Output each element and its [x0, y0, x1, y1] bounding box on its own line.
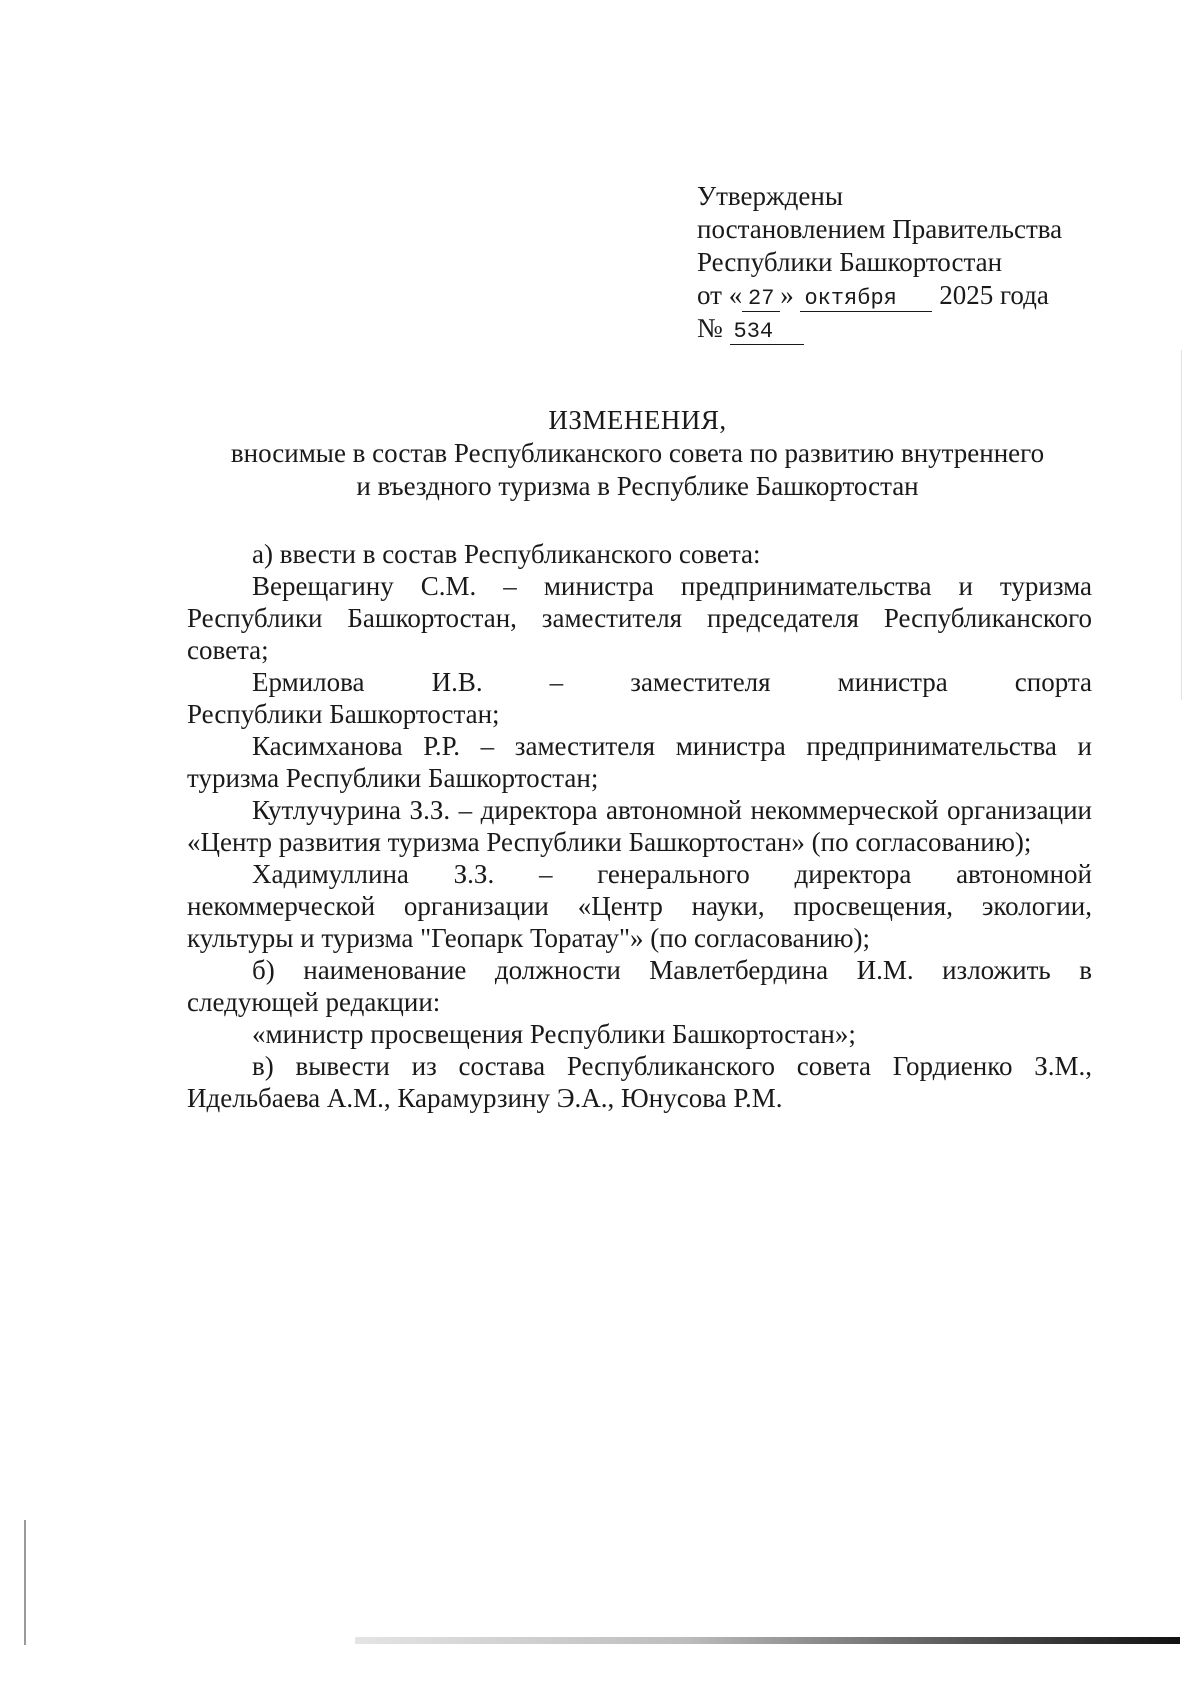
approval-line-republic: Республики Башкортостан	[697, 247, 1003, 277]
member-khadimullin: Хадимуллина З.З. – генерального директора автономной некоммерческой организации «Центр науки, просвещения, экологии, культуры и туризма "Геопарк Торатау"» (по согласованию);	[187, 859, 1092, 953]
item-v: в) вывести из состава Республиканского совета Гордиенко З.М., Идельбаева А.М., Карамурзину Э.А., Юнусова Р.М.	[187, 1051, 1092, 1113]
member-vereshchagina: Верещагину С.М. – министра предпринимательства и туризма Республики Башкортостан, заместителя председателя Республиканского совета;	[187, 571, 1092, 665]
member-ermilov-line1: Ермилова И.В. – заместителя министра спорта	[252, 667, 1092, 697]
member-ermilov-line2: Республики Башкортостан;	[187, 699, 500, 729]
member-kasimkhanov: Касимханова Р.Р. – заместителя министра предпринимательства и туризма Республики Башкортостан;	[187, 731, 1092, 793]
document-subtitle-line1: вносимые в состав Республиканского совета по развитию внутреннего	[230, 438, 1045, 468]
approval-line-approved: Утверждены	[697, 181, 843, 211]
approval-block	[697, 180, 1062, 345]
document-heading	[185, 404, 1090, 503]
date-mid: »	[780, 280, 794, 310]
member-kutluchurin: Кутлучурина З.З. – директора автономной некоммерческой организации «Центр развития туризма Республики Башкортостан» (по согласованию);	[187, 795, 1092, 857]
scan-edge-artifact	[1181, 350, 1182, 700]
date-year: 2025 года	[939, 280, 1049, 310]
item-b-quote: «министр просвещения Республики Башкортостан»;	[252, 1019, 856, 1049]
approval-date-line	[697, 279, 1062, 312]
item-a-intro: а) ввести в состав Республиканского совета:	[252, 539, 761, 569]
date-prefix: от «	[697, 280, 743, 310]
item-b: б) наименование должности Мавлетбердина И.М. изложить в следующей редакции:	[187, 955, 1092, 1017]
document-subtitle-line2: и въездного туризма в Республике Башкортостан	[356, 471, 919, 501]
date-day: 27	[742, 287, 780, 312]
approval-line-resolution: постановлением Правительства	[697, 214, 1063, 244]
document-body	[187, 538, 1092, 1114]
document-number: 534	[730, 320, 804, 345]
scan-bottom-bar	[355, 1637, 1180, 1644]
date-month: октября	[800, 287, 932, 312]
scan-margin-line	[24, 1520, 26, 1645]
number-prefix: №	[697, 313, 723, 343]
document-title: ИЗМЕНЕНИЯ,	[548, 405, 727, 435]
approval-number-line	[697, 312, 1062, 345]
